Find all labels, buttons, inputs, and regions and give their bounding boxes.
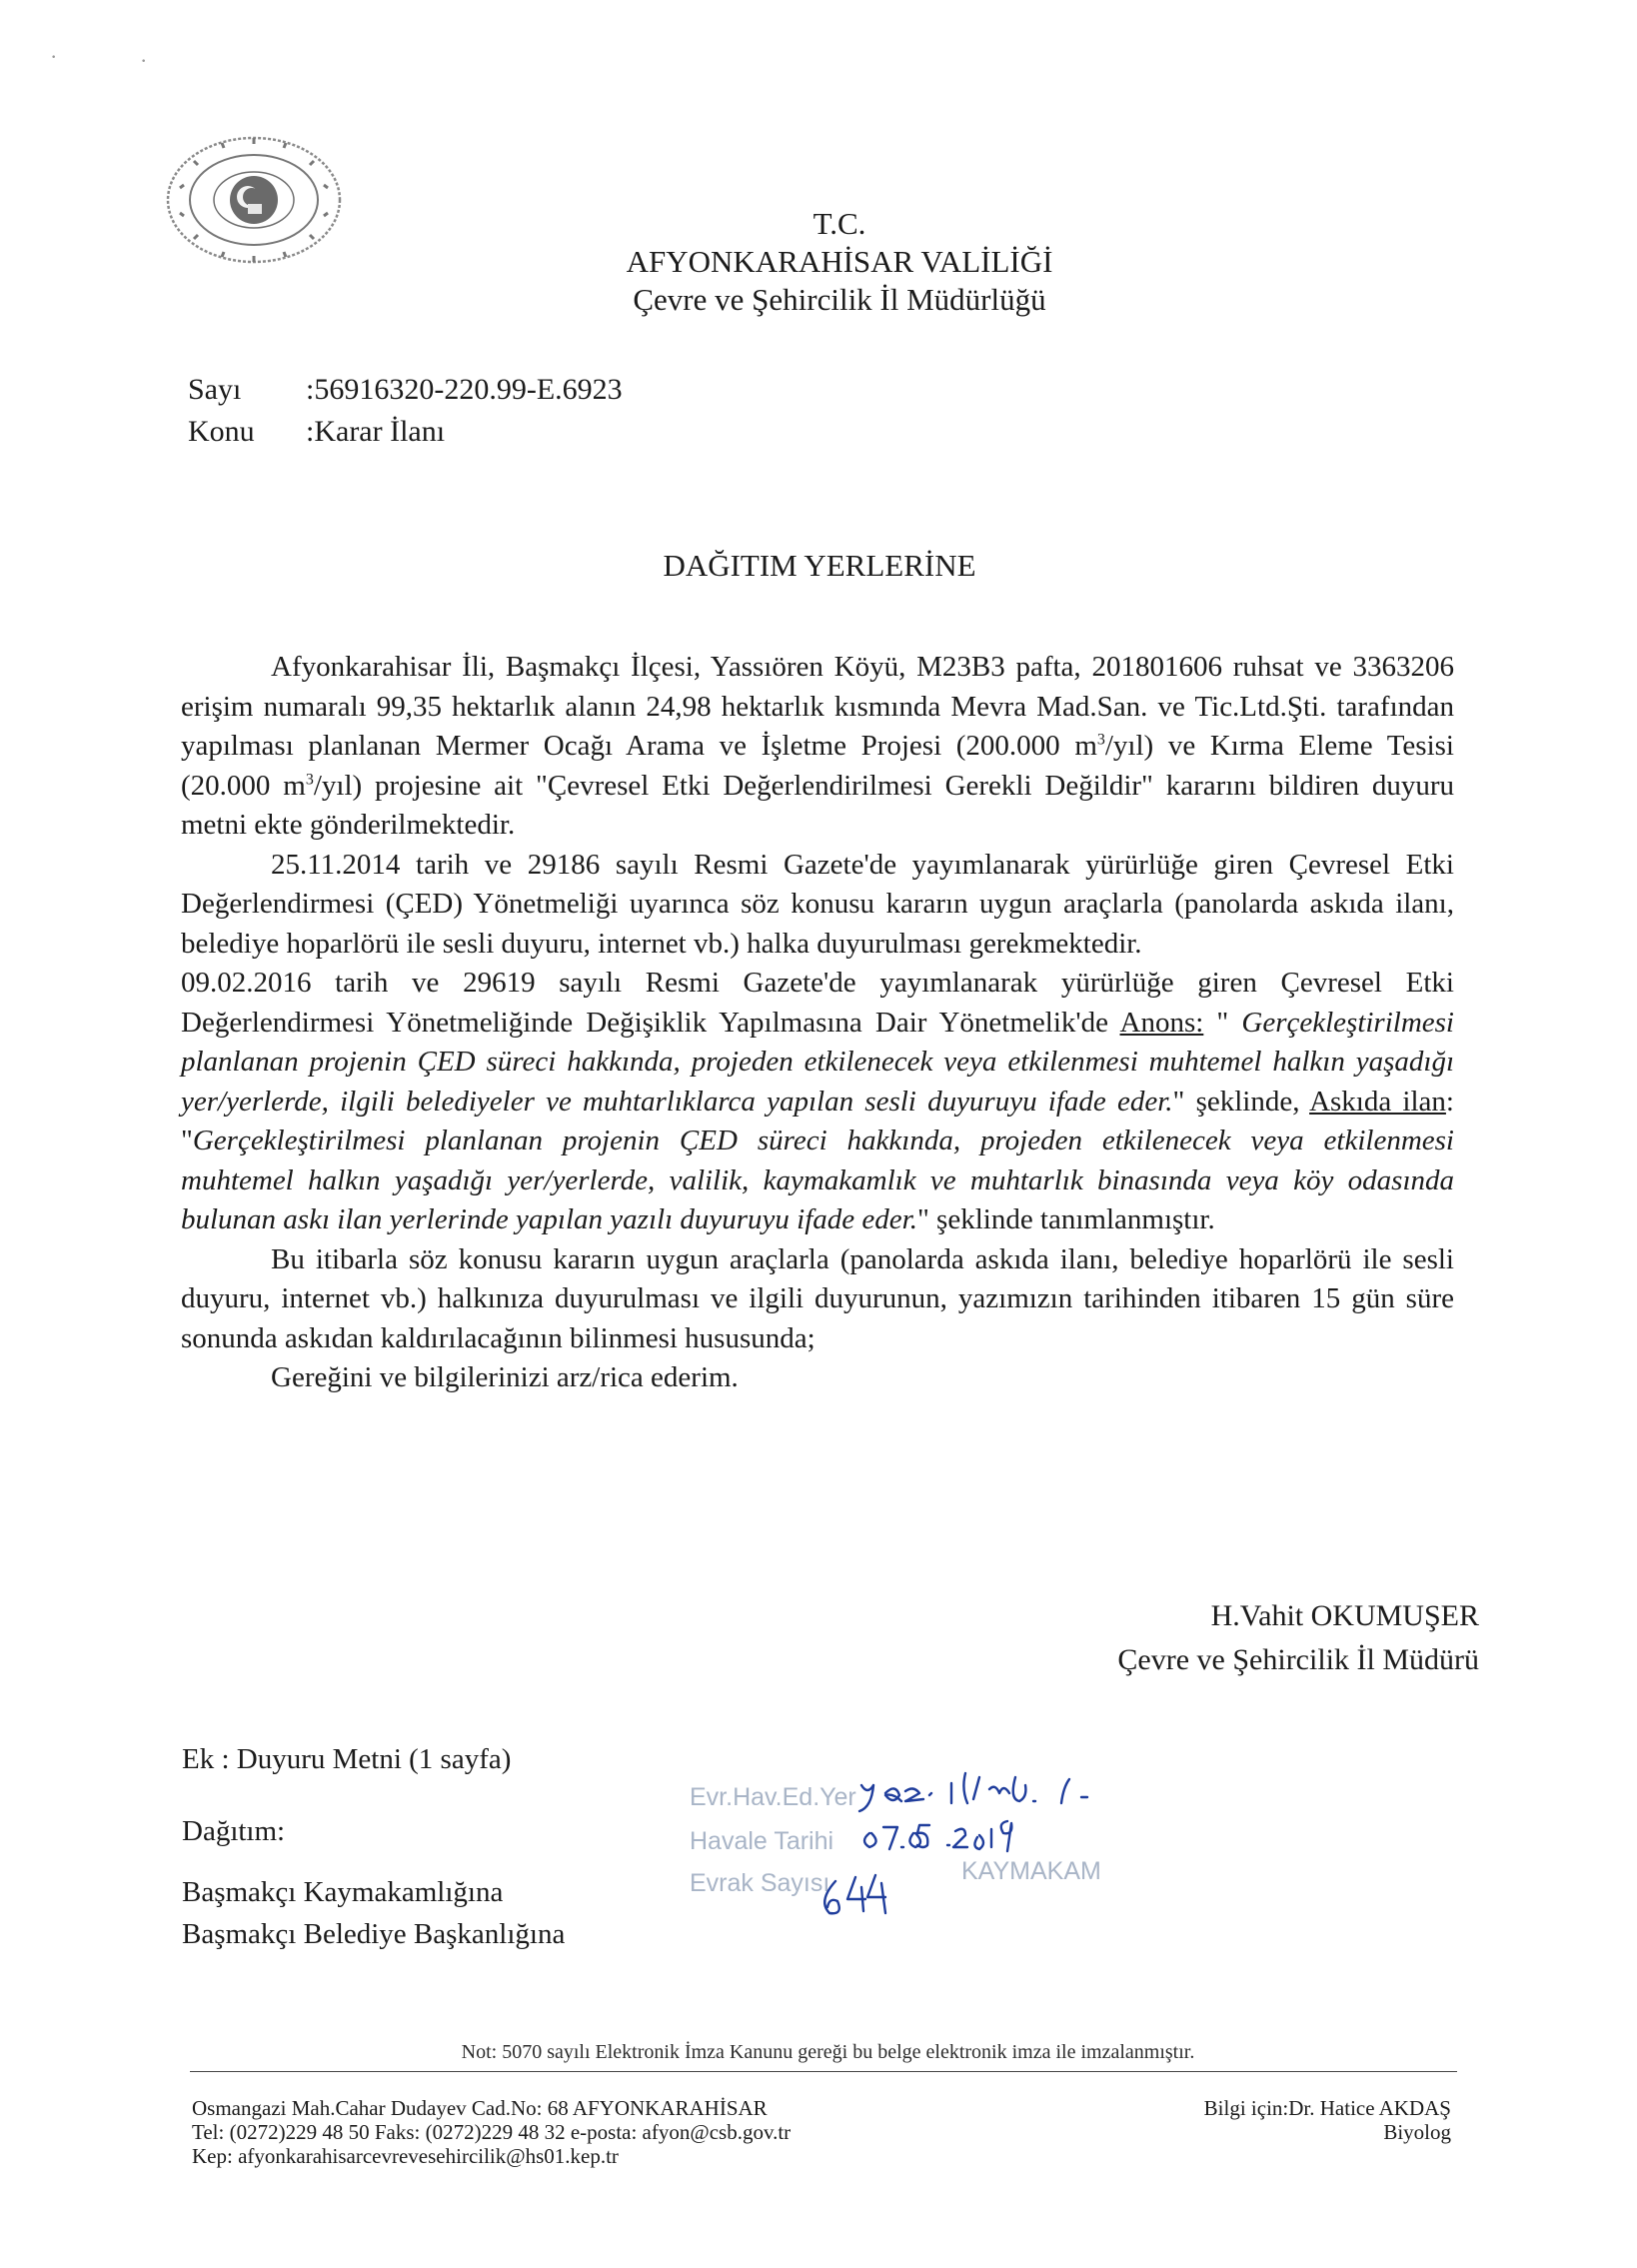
document-meta	[188, 369, 623, 453]
stamp-line-1: Evr.Hav.Ed.Yer	[690, 1783, 856, 1811]
footer-divider	[190, 2071, 1457, 2072]
header-governorship: AFYONKARAHİSAR VALİLİĞİ	[626, 244, 1053, 279]
footer-info	[1099, 2096, 1451, 2144]
footer-kep-address: Kep: afyonkarahisarcevrevesehircilik@hs01.kep.tr	[192, 2144, 619, 2168]
body-p4-text: Bu itibarla söz konusu kararın uygun araçlarla (panolarda askıda ilanı, belediye hoparlörü ile sesli duyuru, internet vb.) halkınıza duyurulması ve ilgili duyurunun, yazımızın tarihinden itibaren 15 gün süre sonunda askıdan kaldırılacağının bilinmesi hususunda;	[181, 1242, 1454, 1354]
meta-number-value: :56916320-220.99-E.6923	[306, 373, 623, 406]
handwritten-annotation-signature	[690, 1751, 1159, 1941]
superscript-3: 3	[305, 770, 314, 788]
askida-ilan-definition: Gerçekleştirilmesi planlanan projenin ÇED süreci hakkında, projeden etkilenecek veya etkilenmesi muhtemel halkın yaşadığı yer/yerlerde, valilik, kaymakamlık ve muhtarlık binasında veya köy odasında bulunan askı ilan yerlerinde yapılan yazılı duyuruyu ifade eder.	[181, 1125, 1454, 1235]
annex-line: Ek : Duyuru Metni (1 sayfa)	[182, 1743, 512, 1775]
footer-info-contact: Bilgi için:Dr. Hatice AKDAŞ	[1203, 2096, 1451, 2120]
document-header	[560, 205, 1119, 319]
meta-number-label: Sayı	[188, 373, 242, 406]
scan-speck: ·	[50, 44, 58, 69]
signatory-name: H.Vahit OKUMUŞER	[1210, 1599, 1479, 1632]
body-paragraph-1	[181, 648, 1454, 846]
header-directorate: Çevre ve Şehircilik İl Müdürlüğü	[633, 282, 1046, 317]
body-p3-text-c: " şeklinde,	[1172, 1085, 1310, 1118]
body-p2-text: 25.11.2014 tarih ve 29186 sayılı Resmi Gazete'de yayımlanarak yürürlüğe giren Çevresel Etki Değerlendirmesi (ÇED) Yönetmeliği uyarınca söz konusu kararın uygun araçlarla (panolarda askıda ilanı, belediye hoparlörü ile sesli duyuru, internet vb.) halka duyurulması gerekmektedir.	[181, 848, 1454, 960]
stamp-line-3: Evrak Sayısı	[690, 1869, 830, 1897]
signature-block	[1059, 1594, 1479, 1682]
stamp-line-2: Havale Tarihi	[690, 1827, 834, 1855]
ministry-seal-logo	[162, 133, 346, 267]
body-p1-text-b: /yıl) ve Kırma Eleme Tesisi (20.000 m	[181, 730, 1454, 802]
anons-term: Anons:	[1119, 1006, 1204, 1039]
body-p3-text-d: : "	[181, 1085, 1454, 1156]
e-signature-note: Not: 5070 sayılı Elektronik İmza Kanunu gereği bu belge elektronik imza ile imzalanmıştır.	[461, 2041, 1195, 2063]
footer-phone-fax-email: Tel: (0272)229 48 50 Faks: (0272)229 48 32 e-posta: afyon@csb.gov.tr	[192, 2120, 792, 2144]
stamp-line-4: KAYMAKAM	[961, 1857, 1101, 1885]
footer-info-title: Biyolog	[1383, 2120, 1451, 2144]
distribution-item: Başmakçı Kaymakamlığına	[182, 1876, 504, 1908]
body-p1-text-c: /yıl) projesine ait "Çevresel Etki Değerlendirilmesi Gerekli Değildir" kararını bildiren duyuru metni ekte gönderilmektedir.	[181, 769, 1454, 841]
anons-definition: Gerçekleştirilmesi planlanan projenin ÇED süreci hakkında, projeden etkilenecek veya etkilenmesi muhtemel halkın yaşadığı yer/yerlerde, ilgili belediyeler ve muhtarlıklarca yapılan sesli duyuruyu ifade eder.	[181, 1006, 1454, 1118]
distribution-item: Başmakçı Belediye Başkanlığına	[182, 1918, 566, 1950]
body-p1-text-a: Afyonkarahisar İli, Başmakçı İlçesi, Yassıören Köyü, M23B3 pafta, 201801606 ruhsat ve 3363206 erişim numaralı 99,35 hektarlık alanın 24,98 hektarlık kısmında Mevra Mad.San. ve Tic.Ltd.Şti. tarafından yapılması planlanan Mermer Ocağı Arama ve İşletme Projesi (200.000 m	[181, 651, 1454, 762]
body-paragraph-5	[181, 1358, 1454, 1398]
askida-ilan-term: Askıda ilan	[1309, 1085, 1446, 1118]
footer-address: Osmangazi Mah.Cahar Dudayev Cad.No: 68 AFYONKARAHİSAR	[192, 2096, 768, 2120]
distribution-label: Dağıtım:	[182, 1815, 286, 1847]
meta-number-row	[188, 369, 623, 411]
receipt-stamp	[690, 1751, 1159, 1941]
signatory-title: Çevre ve Şehircilik İl Müdürü	[1117, 1643, 1479, 1676]
body-paragraph-2	[181, 846, 1454, 965]
distribution-heading: DAĞITIM YERLERİNE	[663, 548, 976, 583]
body-p3-text-e: " şeklinde tanımlanmıştır.	[916, 1203, 1215, 1235]
body-p5-text: Gereğini ve bilgilerinizi arz/rica ederim.	[271, 1361, 739, 1393]
header-tc: T.C.	[813, 206, 866, 241]
footer-contact	[192, 2096, 791, 2168]
distribution-list	[182, 1871, 565, 1955]
body-paragraph-3	[181, 964, 1454, 1240]
letter-body	[181, 648, 1454, 1398]
body-paragraph-4	[181, 1240, 1454, 1359]
meta-subject-row	[188, 411, 623, 453]
body-p3-quote-open: "	[1203, 1006, 1242, 1039]
scan-speck: ·	[140, 48, 148, 73]
meta-subject-value: :Karar İlanı	[306, 415, 446, 448]
meta-subject-label: Konu	[188, 415, 255, 448]
body-p3-text-a: 09.02.2016 tarih ve 29619 sayılı Resmi Gazete'de yayımlanarak yürürlüğe giren Çevresel Etki Değerlendirmesi Yönetmeliğinde Değişiklik Yapılmasına Dair Yönetmelik'de	[181, 967, 1454, 1039]
superscript-3: 3	[1096, 731, 1105, 749]
